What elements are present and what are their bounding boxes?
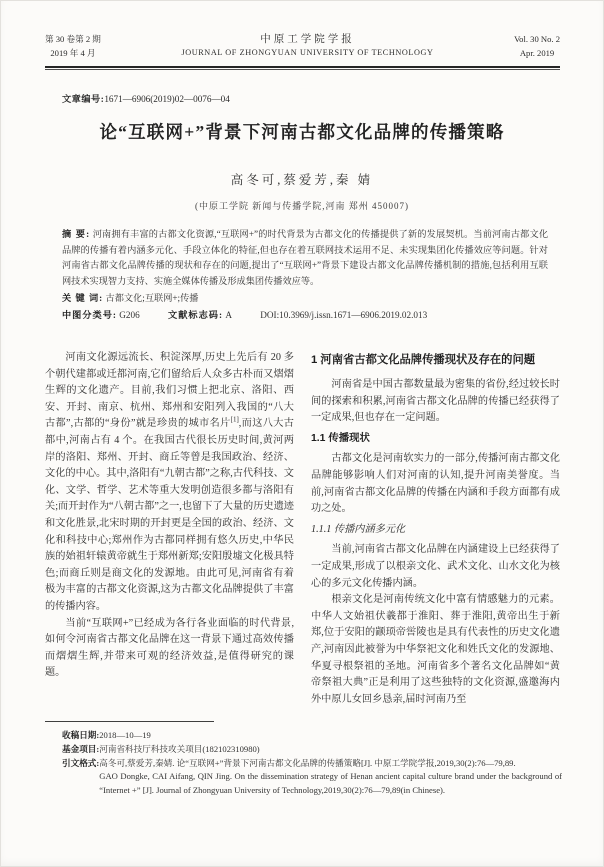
keywords-label: 关 键 词:	[62, 292, 104, 303]
received-date-label: 收稿日期:	[62, 730, 100, 740]
volume-issue-en	[514, 33, 560, 60]
reference-marker: [1]	[230, 415, 239, 424]
paragraph-section1-intro: 河南省是中国古都数量最为密集的省份,经过较长时间的探索和积累,河南省古都文化品牌的传播已经获得了一定成果,但也存在一定问题。	[311, 379, 560, 424]
classification-line	[62, 308, 548, 324]
received-date-row	[62, 729, 562, 743]
date-line-cn: 2019 年 4 月	[50, 47, 96, 58]
abstract-block	[62, 227, 548, 323]
paragraph-text: 河南文化源远流长、积淀深厚,历史上先后有 20 多个朝代建都或迁都河南,它们留给后人众多古朴而又熠熠生辉的文化遗产。目前,我们习惯上把北京、洛阳、西安、开封、南京、杭州、郑州和安阳列入我国的“八大古都”,古都的“身份”就是珍贵的城市名片	[45, 352, 294, 430]
paper-title: 论“互联网+”背景下河南古都文化品牌的传播策略	[99, 122, 505, 142]
clc-value: G206	[119, 309, 140, 320]
volume-line-cn: 第 30 卷第 2 期	[45, 34, 101, 44]
article-number	[62, 91, 230, 105]
citation-label: 引文格式:	[62, 757, 100, 768]
abstract-label: 摘 要:	[62, 229, 91, 239]
fund-project-value: 河南省科技厅科技攻关项目(182102310980)	[99, 743, 260, 754]
fund-project-row	[62, 743, 562, 757]
citation-chinese: 高冬可,蔡爱芳,秦婧. 论“互联网+”背景下河南古都文化品牌的传播策略[J]. 中原工学院学报,2019,30(2):76—79,89.	[99, 757, 516, 768]
keywords-text: 古都文化;互联网+;传播	[105, 292, 199, 303]
paragraph-intro	[45, 350, 294, 616]
journal-masthead	[45, 33, 560, 60]
citation-english: GAO Dongke, CAI Aifang, QIN Jing. On the dissemination strategy of Henan ancient capital culture brand under the background of “Internet +” [J]. Journal of Zhongyuan University of Technology,2019,30(2):76—79,89(in Chinese).	[99, 771, 562, 796]
date-line-en: Apr. 2019	[519, 47, 555, 58]
journal-title-en: JOURNAL OF ZHONGYUAN UNIVERSITY OF TECHNOLOGY	[181, 48, 434, 57]
keywords-line	[62, 291, 548, 307]
received-date-value: 2018—10—19	[99, 730, 151, 740]
masthead-divider	[45, 66, 560, 70]
abstract-text: 河南拥有丰富的古都文化资源,“互联网+”的时代背景为古都文化的传播提供了新的发展契机。当前河南古都文化品牌的传播有着内涵多元化、手段立体化的特征,但也存在着互联网技术运用不足、未实现集团化传播效应等问题。针对河南省古都文化品牌传播的现状和存在的问题,提出了“互联网+”背景下建设古都文化品牌传播机制的措施,包括利用互联网技术实现智力支持、实施全媒体传播及形成集团传播效应等。	[62, 229, 549, 287]
body-columns	[45, 350, 560, 718]
abstract	[62, 227, 548, 290]
doi-value: DOI:10.3969/j.issn.1671—6906.2019.02.013	[260, 309, 428, 320]
section-heading-1-1: 1.1 传播现状	[311, 432, 370, 444]
doc-code-label: 文献标志码:	[168, 309, 224, 320]
clc-label: 中图分类号:	[62, 309, 117, 320]
affiliation: (中原工学院 新闻与传播学院,河南 郑州 450007)	[195, 201, 409, 211]
footnote-block	[62, 729, 562, 798]
citation-row	[62, 757, 562, 798]
body-right-column	[311, 350, 560, 718]
authors: 高冬可,蔡爱芳,秦 婧	[230, 173, 374, 187]
paragraph-connotation: 当前,河南省古都文化品牌在内涵建设上已经获得了一定成果,形成了以根亲文化、武术文化、山水文化为核心的多元文化传播内涵。	[311, 544, 560, 589]
paragraph-research-topic: 当前“互联网+”已经成为各行各业面临的时代背景,如何令河南省古都文化品牌在这一背景下通过高效传播而熠熠生辉,并带来可观的经济效益,是值得研究的课题。	[45, 617, 294, 679]
article-number-value: 1671—6906(2019)02—0076—04	[104, 94, 230, 104]
fund-project-label: 基金项目:	[62, 743, 100, 754]
paragraph-genqin-culture: 根亲文化是河南传统文化中富有情感魅力的元素。中华人文始祖伏羲都于淮阳、葬于淮阳,黄帝出生于新郑,位于安阳的颛顼帝喾陵也是具有代表性的历史文化遗产,河南因此被誉为中华祭祀文化和姓氏文化的发源地、华夏寻根祭祖的圣地。河南省多个著名文化品牌如“黄帝祭祖大典”正是利用了这些独特的文化资源,盛邀海内外中原儿女回乡恳亲,届时河南乃至	[311, 594, 560, 705]
volume-line-en: Vol. 30 No. 2	[514, 34, 560, 44]
journal-title-block	[101, 33, 514, 60]
citation-value	[99, 757, 562, 798]
section-heading-1: 1 河南省古都文化品牌传播现状及存在的问题	[311, 354, 536, 366]
article-number-label: 文章编号:	[62, 94, 105, 104]
journal-title-cn: 中原工学院学报	[260, 34, 355, 45]
volume-issue-cn	[45, 33, 101, 60]
paragraph-current-status: 古都文化是河南软实力的一部分,传播河南古都文化品牌能够影响人们对河南的认知,提升河南美誉度。当前,河南省古都文化品牌的传播在内涵和手段方面都有成功之处。	[311, 453, 560, 515]
footnote-divider	[45, 721, 214, 722]
doc-code-value: A	[225, 309, 232, 320]
paragraph-text: ,而这八大古都中,河南占有 4 个。在我国古代很长历史时间,黄河两岸的洛阳、郑州、开封、商丘等曾是我国政治、经济、文化的中心。其中,洛阳有“九朝古都”之称,古代科技、文化、文学、哲学、艺术等重大发明创造很多都与洛阳有关;而开封作为“八朝古都”之一,也留下了大量的历史遗迹和文化胜景,北宋时期的开封更是全国的政治、经济、文化和科技中心;郑州作为古都同样拥有悠久历史,中华民族的始祖轩辕黄帝就生于郑州新郑;安阳殷墟文化极具特色;而商丘则是商文化的发源地。由此可见,河南省有着极为丰富的古都文化资源,这为古都文化品牌提供了丰富的传播内容。	[45, 418, 294, 612]
section-heading-1-1-1: 1.1.1 传播内涵多元化	[311, 523, 406, 535]
body-left-column	[45, 350, 294, 718]
